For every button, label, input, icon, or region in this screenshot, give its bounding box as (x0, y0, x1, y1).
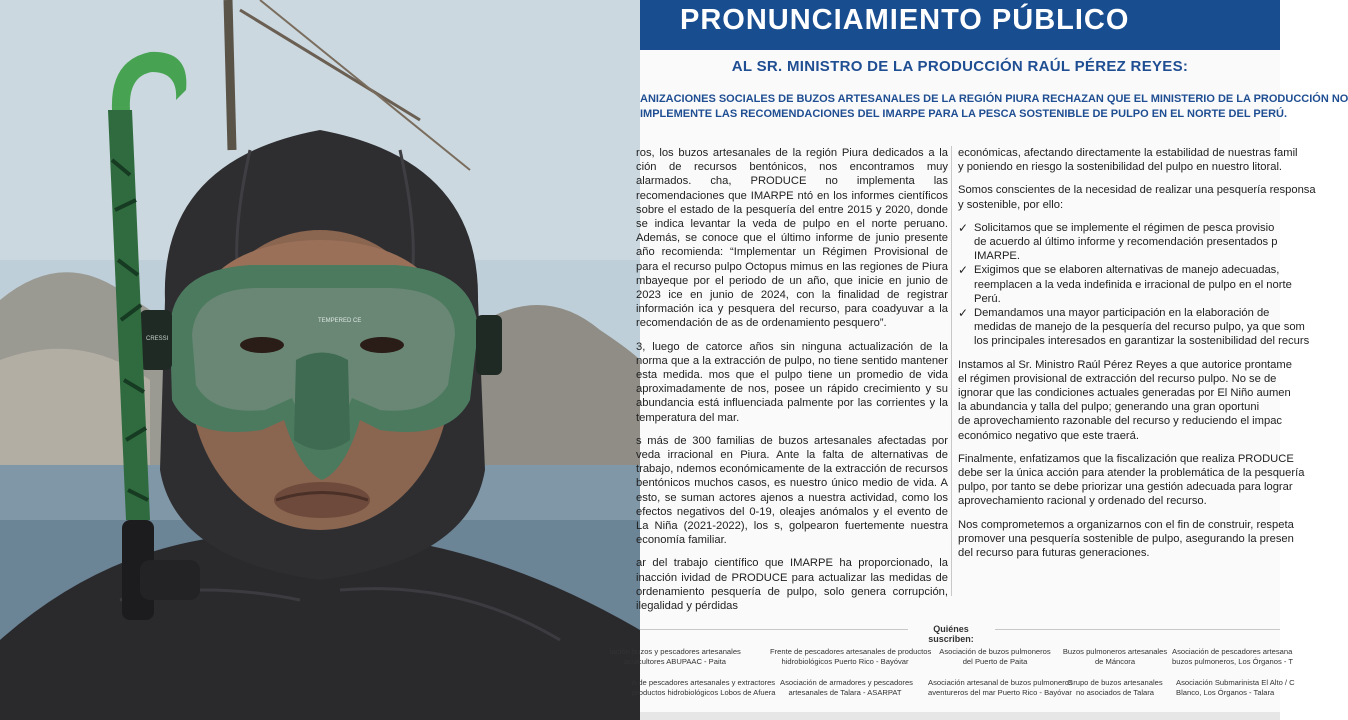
text-line: Exigimos que se elaboren alternativas de manejo adecuadas, (974, 264, 1280, 277)
paragraph (958, 452, 1305, 509)
signer-line: no asociados de Talara (1076, 687, 1154, 697)
signer-line: hidrobiológicos Puerto Rico - Bayóvar (781, 656, 909, 666)
signer-line: Asociación artesanal de buzos pulmoneros (928, 678, 1073, 687)
signer-line: Frente de pescadores artesanales de productos (770, 647, 932, 656)
signer-line: Asociación de pescadores artesana (1172, 647, 1293, 656)
checkmark-icon: ✓ (958, 220, 969, 235)
text-line: el régimen provisional de extracción del recurso pulpo. No se de (958, 372, 1277, 385)
signers-list (610, 647, 1295, 717)
signer-line: de Máncora (1094, 656, 1136, 666)
text-line: la abundancia y talla del pulpo; generando una gran oportuni (958, 401, 1260, 414)
signer (610, 647, 740, 666)
text-line: económico negativo que este traerá. (958, 429, 1139, 442)
checkmark-icon: ✓ (958, 306, 969, 321)
text-line: económicas, afectando directamente la estabilidad de nuestras famil (958, 147, 1298, 159)
signer-line: buzos pulmoneros, Los Órganos - T (1172, 656, 1293, 666)
paragraph (958, 518, 1294, 561)
text-line: ignorar que las condiciones actuales generadas por El Niño aumen (958, 387, 1291, 400)
document-title: PRONUNCIAMIENTO PÚBLICO (680, 4, 1130, 36)
signer-line: del Puerto de Paita (962, 656, 1028, 666)
paragraph: ar del trabajo científico que IMARPE ha proporcionado, la inacción ividad de PRODUCE para actualizar las medidas de ordenamiento pesquería de pulpo, solo genera corrupción, ilegalidad y pérdidas (636, 557, 948, 613)
divider (640, 629, 908, 630)
paragraph: ros, los buzos artesanales de la región Piura dedicados a la ción de recursos bentónicos, nos encontramos muy alarmados. cha, PRODUCE no implementa las recomendaciones que IMARPE ntó en los informes científicos sobre el estado de la pesquería del entre 2015 y 2020, donde se indica levantar la veda de pulpo en el norte peruano. Además, se conoce que el último informe de junio presente año recomienda: “Implementar un Régimen Provisional de para el recurso pulpo Octopus mimus en las regiones de Piura mbayeque por el periodo de un año, que inicie en junio de 2023 ice en junio de 2024, con la finalidad de registrar información ica y pesquera del recurso, para coadyuvar a la recomendación de as de ordenamiento pesquero”. (636, 147, 948, 330)
signer (928, 678, 1073, 697)
signer-line: Buzos pulmoneros artesanales (1062, 647, 1168, 656)
text-line: Perú. (974, 292, 1001, 305)
text-line: Finalmente, enfatizamos que la fiscalización que realiza PRODUCE (958, 452, 1294, 465)
paragraph: s más de 300 familias de buzos artesanales afectadas por veda irracional en Piura. Ante la falta de alternativas de trabajo, ndemos económicamente de la extracción de recursos bentónicos muchos casos, es nuestro único medio de vida. A esto, se suman actores ajenos a nuestra actividad, como los efectos negativos del 0-19, oleajes anómalos y el evento de La Niña (2021-2022), los s, golpearon fuertemente nuestra economía familiar. (636, 434, 948, 547)
paragraph: 3, luego de catorce años sin ninguna actualización de la norma que a la extracción de pulpo, no tiene sentido mantener esta medida. mos que el pulpo tiene un promedio de vida aproximadamente de nos, posee un rápido crecimiento y su abundancia está influenciada palmente por las corrientes y la temperatura del mar. (636, 340, 948, 424)
text-line: Instamos al Sr. Ministro Raúl Pérez Reyes a que autorice prontame (958, 358, 1292, 371)
strap-mark: CRESSI (146, 336, 169, 342)
signers-heading: Quiénes suscriben: (928, 624, 974, 644)
signer (1172, 647, 1302, 666)
text-line: Somos conscientes de la necesidad de realizar una pesquería responsa (958, 184, 1316, 197)
text-line: del recurso para futuras generaciones. (958, 547, 1150, 560)
signer-line: artesanales de Talara - ASARPAT (788, 687, 902, 697)
text-line: de aprovechamiento razonable del recurso y reduciendo el impac (958, 415, 1283, 428)
text-line: Demandamos una mayor participación en la elaboración de (974, 307, 1270, 320)
demand-item (958, 306, 1310, 349)
text-line: pulpo, por tanto se debe priorizar una gestión adecuada para lograr (958, 481, 1293, 494)
text-line: de acuerdo al último informe y recomendación presentados p (974, 236, 1278, 249)
signer-line: Blanco, Los Órganos - Talara (1176, 687, 1275, 697)
text-line: debe ser la única acción para atender la problemática de la pesquería (958, 467, 1305, 480)
signer-line: Grupo de buzos artesanales (1067, 678, 1163, 687)
text-line: IMARPE. (974, 250, 1021, 263)
signer (780, 678, 913, 697)
signer-line: acuicultores ABUPAAC - Paita (624, 656, 726, 666)
signer-line: productos hidrobiológicos Lobos de Afuera (632, 687, 776, 697)
title-banner (640, 0, 1280, 50)
signer-line: lación buzos y pescadores artesanales (610, 647, 741, 656)
signer (1050, 647, 1180, 666)
signer-line: Asociación de armadores y pescadores (780, 678, 913, 687)
signer-line: n de pescadores artesanales y extractores (632, 678, 776, 687)
signer-line: aventureros del mar Puerto Rico - Bayóvar (928, 687, 1072, 697)
subheading (640, 92, 1348, 122)
signer (930, 647, 1060, 666)
public-statement-document (610, 0, 1348, 720)
left-column (636, 146, 948, 613)
demand-item (958, 221, 1280, 264)
subheading-line: IMPLEMENTE LAS RECOMENDACIONES DEL IMARPE PARA LA PESCA SOSTENIBLE DE PULPO EN EL NORTE DEL PERÚ. (640, 108, 1288, 120)
signer-line: Asociación Submarinista El Alto / C (1176, 678, 1295, 687)
text-line: medidas de manejo de la pesquería del recurso pulpo, ya que som (974, 321, 1305, 334)
subheading-line: ANIZACIONES SOCIALES DE BUZOS ARTESANALES DE LA REGIÓN PIURA RECHAZAN QUE EL MINISTERIO DE LA PRODUCCIÓN NO (640, 93, 1348, 105)
demands-list (958, 220, 1310, 349)
text-line: y poniendo en riesgo la sostenibilidad del pulpo en nuestro litoral. (958, 161, 1283, 174)
signer (1050, 678, 1180, 697)
signer (632, 678, 776, 697)
divider (995, 629, 1280, 630)
text-line: y sostenible, por ello: (958, 198, 1064, 211)
right-column (958, 146, 1316, 596)
text-line: Solicitamos que se implemente el régimen de pesca provisio (974, 221, 1275, 234)
text-line: promover una pesquería sostenible de pulpo, asegurando la presen (958, 532, 1294, 545)
bottom-bar (640, 712, 1280, 720)
checkmark-icon: ✓ (958, 263, 969, 278)
mask-mark: TEMPERED CE (318, 318, 362, 324)
signer (770, 647, 932, 666)
column-divider (951, 146, 952, 596)
paragraph (958, 358, 1292, 443)
text-line: Nos comprometemos a organizarnos con el fin de construir, respeta (958, 518, 1294, 531)
diver-illustration (0, 0, 640, 720)
signer-line: Asociación de buzos pulmoneros (939, 647, 1051, 656)
text-line: aprovechamiento racional y ordenado del recurso. (958, 495, 1207, 508)
demand-item (958, 263, 1292, 306)
mast (228, 0, 232, 150)
diver-photo (0, 0, 640, 720)
signer (1176, 678, 1306, 697)
text-line: reemplacen a la veda indefinida e irracional de pulpo en el norte (974, 278, 1292, 291)
addressee-line: AL SR. MINISTRO DE LA PRODUCCIÓN RAÚL PÉREZ REYES: (731, 58, 1189, 75)
text-line: los principales interesados en garantizar la sostenibilidad del recurs (974, 335, 1310, 348)
paragraph (958, 183, 1316, 211)
paragraph (958, 146, 1298, 174)
